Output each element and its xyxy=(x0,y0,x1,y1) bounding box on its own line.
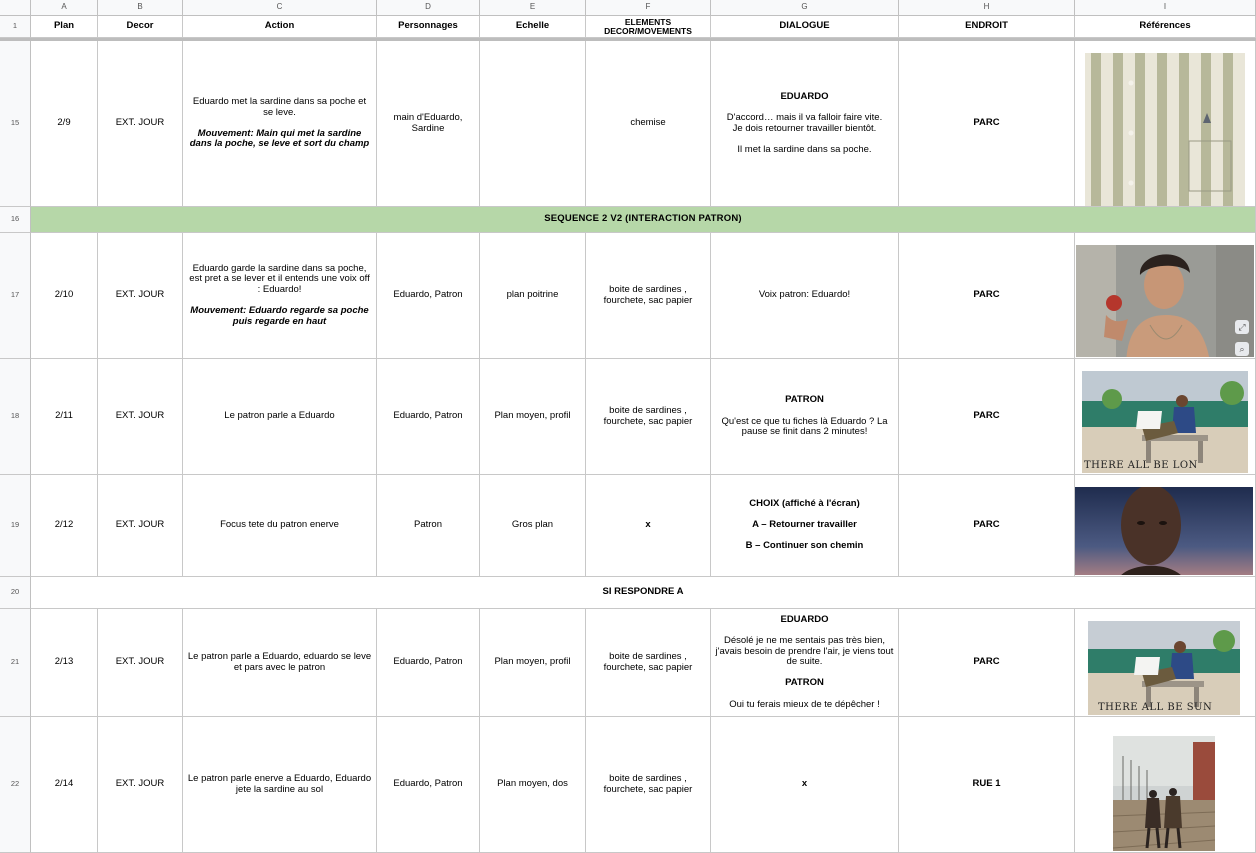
striped-shirt-photo-icon xyxy=(1085,42,1245,206)
dialogue-text: Oui tu ferais mieux de te dépêcher ! xyxy=(729,698,880,710)
header-plan[interactable]: Plan xyxy=(31,16,98,38)
cell-decor[interactable]: EXT. JOUR xyxy=(98,233,183,359)
two-people-walking-photo-icon xyxy=(1113,725,1215,851)
cell-plan[interactable]: 2/13 xyxy=(31,609,98,717)
choice-title: CHOIX (affiché à l'écran) xyxy=(749,497,860,509)
column-header-a[interactable]: A xyxy=(31,0,98,16)
reference-caption: THERE ALL BE SUN xyxy=(1098,701,1213,713)
cell-elements[interactable]: boite de sardines , fourchete, sac papier xyxy=(586,359,711,475)
cell-personnages[interactable]: main d'Eduardo, Sardine xyxy=(377,41,480,207)
row-header-1[interactable]: 1 xyxy=(0,16,31,38)
choice-b: B – Continuer son chemin xyxy=(745,540,864,552)
dialogue-speaker: PATRON xyxy=(785,394,824,406)
dialogue-text: Qu'est ce que tu fiches là Eduardo ? La pause se finit dans 2 minutes! xyxy=(721,415,888,438)
cell-action[interactable]: Le patron parle a Eduardo xyxy=(183,359,377,475)
choice-a: A – Retourner travailler xyxy=(752,519,857,531)
header-personnages[interactable]: Personnages xyxy=(377,16,480,38)
dialogue-text: Désolé je ne me sentais pas très bien, j'avais besoin de prendre l'air, je viens tout de suite. xyxy=(715,634,894,668)
branch-banner[interactable]: SI RESPONDRE A xyxy=(31,577,1256,609)
cell-plan[interactable]: 2/14 xyxy=(31,717,98,853)
row-header-15[interactable]: 15 xyxy=(0,41,31,207)
dialogue-speaker: EDUARDO xyxy=(780,90,829,102)
column-header-i[interactable]: I xyxy=(1075,0,1256,16)
cell-decor[interactable]: EXT. JOUR xyxy=(98,475,183,577)
cell-reference[interactable] xyxy=(1075,609,1256,717)
row-header-18[interactable]: 18 xyxy=(0,359,31,475)
cell-endroit[interactable]: PARC xyxy=(899,475,1075,577)
header-decor[interactable]: Decor xyxy=(98,16,183,38)
cell-dialogue[interactable]: x xyxy=(711,717,899,853)
cell-echelle[interactable]: Plan moyen, profil xyxy=(480,609,586,717)
cell-action[interactable]: Le patron parle enerve a Eduardo, Eduardo jete la sardine au sol xyxy=(183,717,377,853)
column-header-b[interactable]: B xyxy=(98,0,183,16)
cell-personnages[interactable]: Eduardo, Patron xyxy=(377,233,480,359)
cell-reference[interactable] xyxy=(1075,233,1256,359)
cell-dialogue[interactable]: Voix patron: Eduardo! xyxy=(711,233,899,359)
action-text: Eduardo met la sardine dans sa poche et se leve. xyxy=(192,95,367,118)
select-all-corner[interactable] xyxy=(0,0,31,16)
cell-personnages[interactable]: Patron xyxy=(377,475,480,577)
expand-icon[interactable]: ⤢ xyxy=(1235,320,1249,334)
image-search-icon[interactable]: ⌕ xyxy=(1235,342,1249,356)
cell-action[interactable]: Focus tete du patron enerve xyxy=(183,475,377,577)
cell-elements[interactable]: boite de sardines , fourchete, sac papier xyxy=(586,233,711,359)
row-header-17[interactable]: 17 xyxy=(0,233,31,359)
action-text: Eduardo garde la sardine dans sa poche, est pret a se lever et il entends une voix off : Eduardo! xyxy=(189,262,370,295)
cell-plan[interactable]: 2/10 xyxy=(31,233,98,359)
cell-reference[interactable] xyxy=(1075,475,1256,577)
cell-personnages[interactable]: Eduardo, Patron xyxy=(377,359,480,475)
row-header-20[interactable]: 20 xyxy=(0,577,31,609)
column-header-c[interactable]: C xyxy=(183,0,377,16)
cell-elements[interactable]: chemise xyxy=(586,41,711,207)
cell-echelle[interactable] xyxy=(480,41,586,207)
cell-echelle[interactable]: plan poitrine xyxy=(480,233,586,359)
cell-dialogue[interactable] xyxy=(711,609,899,717)
action-movement: Mouvement: Eduardo regarde sa poche puis regarde en haut xyxy=(190,305,369,327)
cell-echelle[interactable]: Plan moyen, dos xyxy=(480,717,586,853)
cell-endroit[interactable]: PARC xyxy=(899,609,1075,717)
cell-dialogue[interactable] xyxy=(711,475,899,577)
cell-dialogue[interactable] xyxy=(711,359,899,475)
cell-plan[interactable]: 2/9 xyxy=(31,41,98,207)
cell-reference[interactable] xyxy=(1075,41,1256,207)
cell-reference[interactable] xyxy=(1075,359,1256,475)
cell-echelle[interactable]: Plan moyen, profil xyxy=(480,359,586,475)
cell-echelle[interactable]: Gros plan xyxy=(480,475,586,577)
cell-endroit[interactable]: PARC xyxy=(899,359,1075,475)
header-references[interactable]: Références xyxy=(1075,16,1256,38)
cell-decor[interactable]: EXT. JOUR xyxy=(98,717,183,853)
cell-decor[interactable]: EXT. JOUR xyxy=(98,41,183,207)
action-movement: Mouvement: Main qui met la sardine dans la poche, se leve et sort du champ xyxy=(189,127,370,150)
man-on-bench-photo-icon xyxy=(1088,610,1240,715)
dialogue-text: D'accord… mais il va falloir faire vite. Je dois retourner travailler bientôt. Il met la sardine dans sa poche. xyxy=(726,111,883,155)
cell-elements[interactable]: x xyxy=(586,475,711,577)
cell-endroit[interactable]: PARC xyxy=(899,233,1075,359)
row-header-16[interactable]: 16 xyxy=(0,207,31,233)
cell-endroit[interactable]: PARC xyxy=(899,41,1075,207)
cell-decor[interactable]: EXT. JOUR xyxy=(98,609,183,717)
cell-personnages[interactable]: Eduardo, Patron xyxy=(377,609,480,717)
column-header-e[interactable]: E xyxy=(480,0,586,16)
header-echelle[interactable]: Echelle xyxy=(480,16,586,38)
man-eating-apple-photo-icon xyxy=(1076,234,1254,357)
cell-dialogue[interactable] xyxy=(711,41,899,207)
header-elements[interactable]: ELEMENTS DECOR/MOVEMENTS xyxy=(586,16,711,38)
header-action[interactable]: Action xyxy=(183,16,377,38)
column-header-h[interactable]: H xyxy=(899,0,1075,16)
header-dialogue[interactable]: DIALOGUE xyxy=(711,16,899,38)
cell-action[interactable] xyxy=(183,41,377,207)
portrait-dusk-photo-icon xyxy=(1075,476,1253,575)
header-endroit[interactable]: ENDROIT xyxy=(899,16,1075,38)
row-header-22[interactable]: 22 xyxy=(0,717,31,853)
cell-plan[interactable]: 2/11 xyxy=(31,359,98,475)
reference-caption: THERE ALL BE LON xyxy=(1084,459,1198,471)
dialogue-speaker: PATRON xyxy=(785,677,824,689)
sequence-banner[interactable]: SEQUENCE 2 V2 (INTERACTION PATRON) xyxy=(31,207,1256,233)
cell-personnages[interactable]: Eduardo, Patron xyxy=(377,717,480,853)
man-on-bench-photo-icon xyxy=(1082,360,1248,473)
cell-endroit[interactable]: RUE 1 xyxy=(899,717,1075,853)
column-header-d[interactable]: D xyxy=(377,0,480,16)
cell-reference[interactable] xyxy=(1075,717,1256,853)
cell-elements[interactable]: boite de sardines , fourchete, sac papier xyxy=(586,717,711,853)
cell-action[interactable] xyxy=(183,233,377,359)
dialogue-speaker: EDUARDO xyxy=(780,613,829,625)
cell-action[interactable]: Le patron parle a Eduardo, eduardo se leve et pars avec le patron xyxy=(183,609,377,717)
cell-decor[interactable]: EXT. JOUR xyxy=(98,359,183,475)
cell-plan[interactable]: 2/12 xyxy=(31,475,98,577)
cell-elements[interactable]: boite de sardines , fourchete, sac papier xyxy=(586,609,711,717)
column-header-f[interactable]: F xyxy=(586,0,711,16)
row-header-19[interactable]: 19 xyxy=(0,475,31,577)
row-header-21[interactable]: 21 xyxy=(0,609,31,717)
column-header-g[interactable]: G xyxy=(711,0,899,16)
